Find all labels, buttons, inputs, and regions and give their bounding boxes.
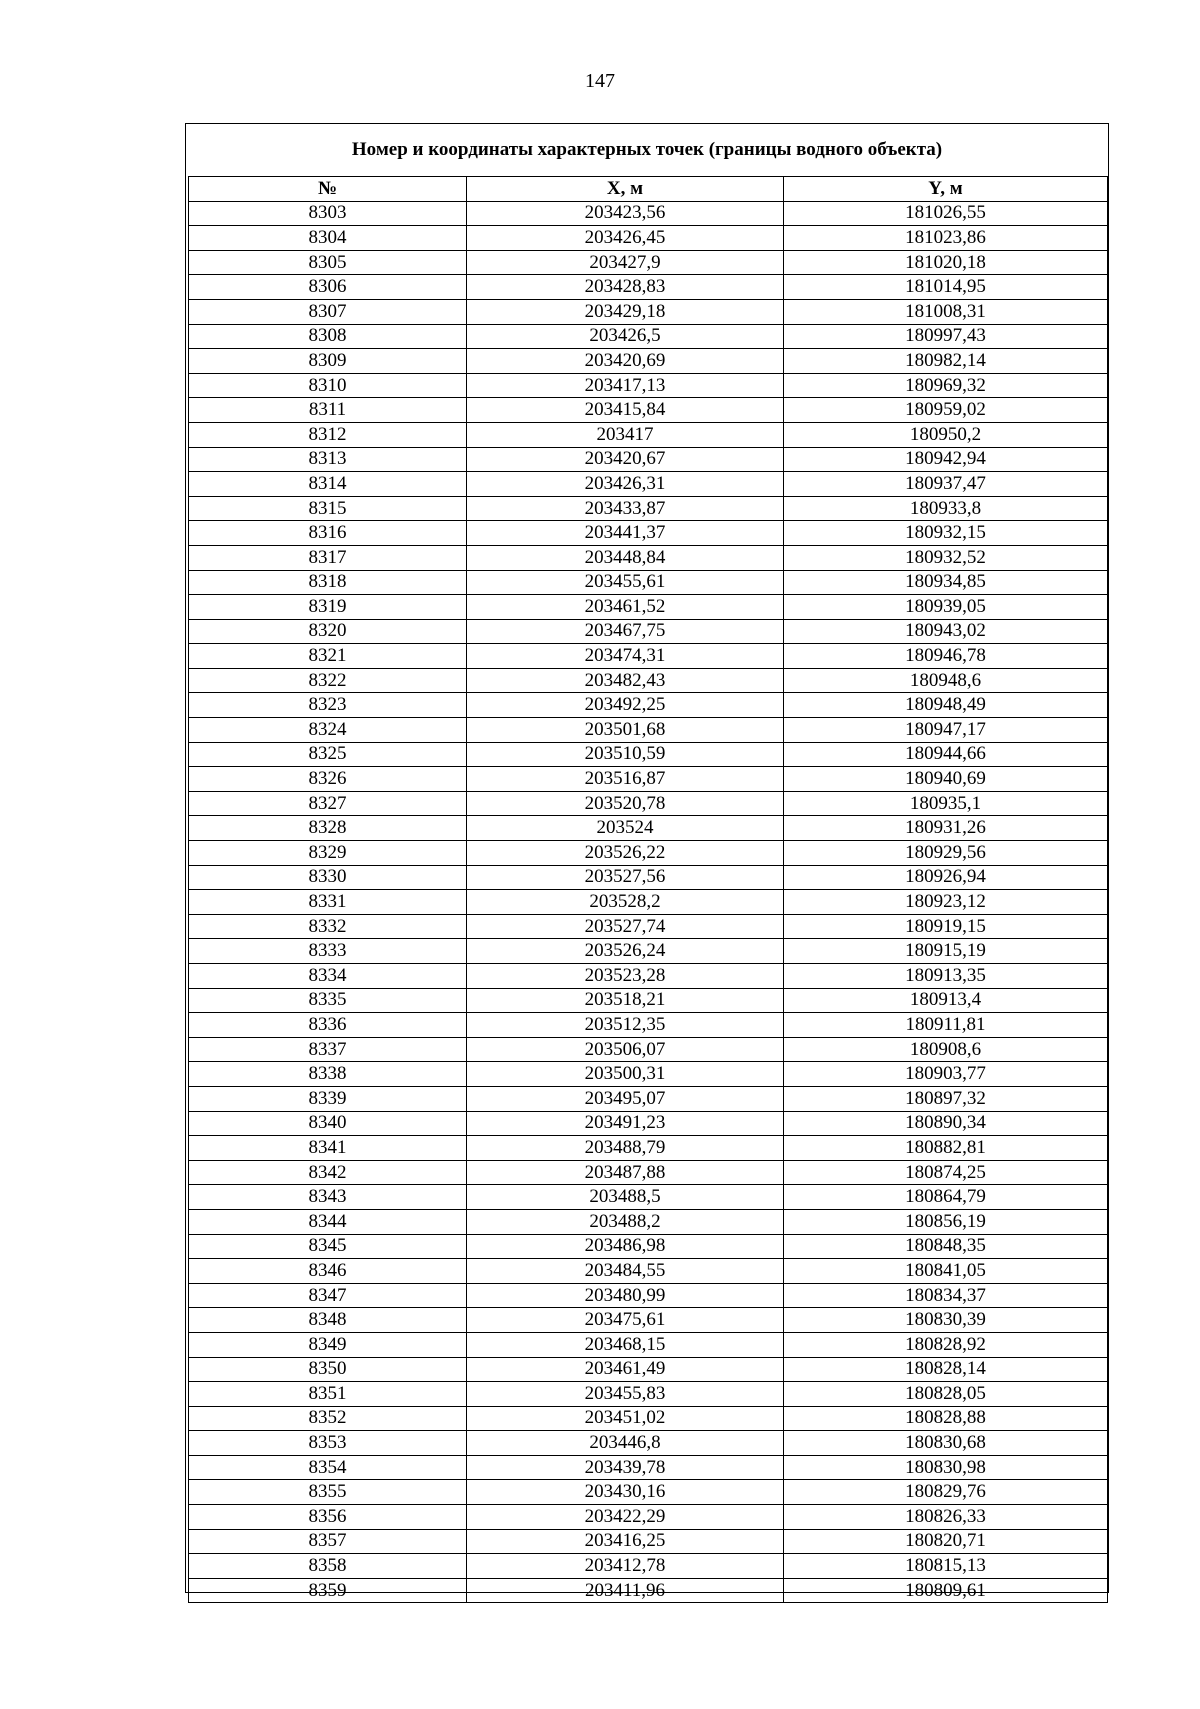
table-row bbox=[189, 1382, 1108, 1407]
cell-y: 180946,78 bbox=[784, 644, 1108, 669]
cell-y: 180923,12 bbox=[784, 890, 1108, 915]
cell-x: 203446,8 bbox=[467, 1431, 784, 1456]
cell-x: 203427,9 bbox=[467, 250, 784, 275]
cell-number: 8343 bbox=[189, 1185, 467, 1210]
cell-number: 8339 bbox=[189, 1086, 467, 1111]
table-row bbox=[189, 1406, 1108, 1431]
cell-x: 203523,28 bbox=[467, 964, 784, 989]
cell-number: 8351 bbox=[189, 1382, 467, 1407]
cell-y: 181014,95 bbox=[784, 275, 1108, 300]
cell-number: 8354 bbox=[189, 1455, 467, 1480]
cell-number: 8322 bbox=[189, 668, 467, 693]
table-row bbox=[189, 226, 1108, 251]
cell-x: 203426,45 bbox=[467, 226, 784, 251]
cell-y: 180939,05 bbox=[784, 595, 1108, 620]
cell-number: 8338 bbox=[189, 1062, 467, 1087]
cell-number: 8350 bbox=[189, 1357, 467, 1382]
cell-y: 180890,34 bbox=[784, 1111, 1108, 1136]
table-row bbox=[189, 742, 1108, 767]
cell-number: 8308 bbox=[189, 324, 467, 349]
cell-x: 203439,78 bbox=[467, 1455, 784, 1480]
cell-y: 180915,19 bbox=[784, 939, 1108, 964]
cell-y: 180820,71 bbox=[784, 1529, 1108, 1554]
table-row bbox=[189, 250, 1108, 275]
table-row bbox=[189, 1234, 1108, 1259]
table-row bbox=[189, 865, 1108, 890]
table-row bbox=[189, 1554, 1108, 1579]
page-number: 147 bbox=[585, 70, 615, 92]
cell-x: 203518,21 bbox=[467, 988, 784, 1013]
table-row bbox=[189, 1062, 1108, 1087]
cell-number: 8312 bbox=[189, 422, 467, 447]
table-row bbox=[189, 619, 1108, 644]
cell-number: 8330 bbox=[189, 865, 467, 890]
cell-y: 180940,69 bbox=[784, 767, 1108, 792]
table-row bbox=[189, 890, 1108, 915]
cell-y: 180982,14 bbox=[784, 349, 1108, 374]
cell-y: 180997,43 bbox=[784, 324, 1108, 349]
cell-x: 203520,78 bbox=[467, 791, 784, 816]
cell-x: 203506,07 bbox=[467, 1037, 784, 1062]
cell-number: 8355 bbox=[189, 1480, 467, 1505]
table-row bbox=[189, 472, 1108, 497]
cell-y: 180947,17 bbox=[784, 718, 1108, 743]
cell-x: 203492,25 bbox=[467, 693, 784, 718]
cell-x: 203487,88 bbox=[467, 1160, 784, 1185]
table-row bbox=[189, 1013, 1108, 1038]
cell-number: 8327 bbox=[189, 791, 467, 816]
cell-x: 203426,31 bbox=[467, 472, 784, 497]
cell-number: 8326 bbox=[189, 767, 467, 792]
cell-number: 8337 bbox=[189, 1037, 467, 1062]
cell-x: 203412,78 bbox=[467, 1554, 784, 1579]
cell-x: 203461,52 bbox=[467, 595, 784, 620]
table-row bbox=[189, 349, 1108, 374]
cell-y: 180932,15 bbox=[784, 521, 1108, 546]
table-row bbox=[189, 1111, 1108, 1136]
table-row bbox=[189, 644, 1108, 669]
cell-y: 180913,4 bbox=[784, 988, 1108, 1013]
cell-x: 203426,5 bbox=[467, 324, 784, 349]
cell-x: 203480,99 bbox=[467, 1283, 784, 1308]
cell-y: 180848,35 bbox=[784, 1234, 1108, 1259]
table-row bbox=[189, 324, 1108, 349]
cell-number: 8352 bbox=[189, 1406, 467, 1431]
table-row bbox=[189, 1505, 1108, 1530]
cell-y: 180828,05 bbox=[784, 1382, 1108, 1407]
cell-x: 203461,49 bbox=[467, 1357, 784, 1382]
cell-y: 180937,47 bbox=[784, 472, 1108, 497]
cell-y: 180809,61 bbox=[784, 1578, 1108, 1603]
cell-number: 8359 bbox=[189, 1578, 467, 1603]
table-row bbox=[189, 841, 1108, 866]
cell-number: 8311 bbox=[189, 398, 467, 423]
cell-number: 8335 bbox=[189, 988, 467, 1013]
cell-y: 180911,81 bbox=[784, 1013, 1108, 1038]
cell-x: 203430,16 bbox=[467, 1480, 784, 1505]
cell-number: 8319 bbox=[189, 595, 467, 620]
cell-y: 180903,77 bbox=[784, 1062, 1108, 1087]
cell-x: 203455,83 bbox=[467, 1382, 784, 1407]
cell-number: 8324 bbox=[189, 718, 467, 743]
table-row bbox=[189, 275, 1108, 300]
cell-y: 180882,81 bbox=[784, 1136, 1108, 1161]
cell-y: 181020,18 bbox=[784, 250, 1108, 275]
cell-y: 180932,52 bbox=[784, 545, 1108, 570]
cell-y: 180959,02 bbox=[784, 398, 1108, 423]
table-header-row bbox=[189, 177, 1108, 202]
cell-y: 180933,8 bbox=[784, 496, 1108, 521]
cell-number: 8306 bbox=[189, 275, 467, 300]
cell-number: 8353 bbox=[189, 1431, 467, 1456]
cell-x: 203417 bbox=[467, 422, 784, 447]
table-row bbox=[189, 1529, 1108, 1554]
cell-y: 180926,94 bbox=[784, 865, 1108, 890]
table-row bbox=[189, 1259, 1108, 1284]
cell-number: 8307 bbox=[189, 299, 467, 324]
table-row bbox=[189, 1086, 1108, 1111]
cell-number: 8321 bbox=[189, 644, 467, 669]
cell-y: 180913,35 bbox=[784, 964, 1108, 989]
cell-number: 8317 bbox=[189, 545, 467, 570]
cell-number: 8332 bbox=[189, 914, 467, 939]
cell-x: 203527,56 bbox=[467, 865, 784, 890]
table-row bbox=[189, 1480, 1108, 1505]
cell-x: 203451,02 bbox=[467, 1406, 784, 1431]
table-row bbox=[189, 1209, 1108, 1234]
cell-x: 203448,84 bbox=[467, 545, 784, 570]
cell-x: 203433,87 bbox=[467, 496, 784, 521]
cell-number: 8318 bbox=[189, 570, 467, 595]
cell-number: 8304 bbox=[189, 226, 467, 251]
table-row bbox=[189, 496, 1108, 521]
cell-x: 203455,61 bbox=[467, 570, 784, 595]
table-row bbox=[189, 791, 1108, 816]
cell-x: 203482,43 bbox=[467, 668, 784, 693]
cell-x: 203416,25 bbox=[467, 1529, 784, 1554]
header-y: Y, м bbox=[784, 177, 1108, 202]
cell-x: 203486,98 bbox=[467, 1234, 784, 1259]
table-body bbox=[189, 201, 1108, 1603]
table-row bbox=[189, 1455, 1108, 1480]
cell-y: 180830,39 bbox=[784, 1308, 1108, 1333]
table-row bbox=[189, 521, 1108, 546]
cell-y: 180942,94 bbox=[784, 447, 1108, 472]
cell-number: 8325 bbox=[189, 742, 467, 767]
cell-y: 180948,49 bbox=[784, 693, 1108, 718]
cell-x: 203422,29 bbox=[467, 1505, 784, 1530]
cell-x: 203512,35 bbox=[467, 1013, 784, 1038]
cell-x: 203428,83 bbox=[467, 275, 784, 300]
table-row bbox=[189, 914, 1108, 939]
table-row bbox=[189, 964, 1108, 989]
cell-y: 180950,2 bbox=[784, 422, 1108, 447]
table-row bbox=[189, 1185, 1108, 1210]
table-row bbox=[189, 1136, 1108, 1161]
cell-y: 180929,56 bbox=[784, 841, 1108, 866]
table-row bbox=[189, 767, 1108, 792]
table-caption: Номер и координаты характерных точек (границы водного объекта) bbox=[351, 139, 943, 160]
cell-y: 181023,86 bbox=[784, 226, 1108, 251]
coordinates-table-frame bbox=[185, 123, 1109, 1601]
cell-number: 8305 bbox=[189, 250, 467, 275]
table-row bbox=[189, 988, 1108, 1013]
cell-y: 180919,15 bbox=[784, 914, 1108, 939]
cell-x: 203500,31 bbox=[467, 1062, 784, 1087]
table-row bbox=[189, 545, 1108, 570]
table-row bbox=[189, 1332, 1108, 1357]
cell-y: 180944,66 bbox=[784, 742, 1108, 767]
table-row bbox=[189, 1357, 1108, 1382]
table-row bbox=[189, 816, 1108, 841]
table-row bbox=[189, 1283, 1108, 1308]
table-row bbox=[189, 668, 1108, 693]
cell-y: 180931,26 bbox=[784, 816, 1108, 841]
cell-y: 180934,85 bbox=[784, 570, 1108, 595]
cell-y: 180830,98 bbox=[784, 1455, 1108, 1480]
cell-y: 180948,6 bbox=[784, 668, 1108, 693]
cell-y: 180908,6 bbox=[784, 1037, 1108, 1062]
table-row bbox=[189, 373, 1108, 398]
table-row bbox=[189, 1037, 1108, 1062]
table-row bbox=[189, 939, 1108, 964]
table-row bbox=[189, 595, 1108, 620]
cell-x: 203495,07 bbox=[467, 1086, 784, 1111]
cell-number: 8333 bbox=[189, 939, 467, 964]
cell-x: 203510,59 bbox=[467, 742, 784, 767]
cell-x: 203420,67 bbox=[467, 447, 784, 472]
cell-y: 180815,13 bbox=[784, 1554, 1108, 1579]
cell-number: 8358 bbox=[189, 1554, 467, 1579]
cell-x: 203491,23 bbox=[467, 1111, 784, 1136]
cell-x: 203474,31 bbox=[467, 644, 784, 669]
cell-number: 8356 bbox=[189, 1505, 467, 1530]
cell-number: 8357 bbox=[189, 1529, 467, 1554]
cell-y: 181026,55 bbox=[784, 201, 1108, 226]
cell-x: 203488,5 bbox=[467, 1185, 784, 1210]
cell-y: 180829,76 bbox=[784, 1480, 1108, 1505]
table-row bbox=[189, 201, 1108, 226]
cell-number: 8310 bbox=[189, 373, 467, 398]
table-row bbox=[189, 1431, 1108, 1456]
table-row bbox=[189, 422, 1108, 447]
cell-x: 203475,61 bbox=[467, 1308, 784, 1333]
cell-x: 203415,84 bbox=[467, 398, 784, 423]
cell-y: 180834,37 bbox=[784, 1283, 1108, 1308]
cell-number: 8347 bbox=[189, 1283, 467, 1308]
cell-x: 203484,55 bbox=[467, 1259, 784, 1284]
cell-number: 8345 bbox=[189, 1234, 467, 1259]
cell-x: 203488,79 bbox=[467, 1136, 784, 1161]
cell-x: 203417,13 bbox=[467, 373, 784, 398]
cell-x: 203516,87 bbox=[467, 767, 784, 792]
cell-number: 8329 bbox=[189, 841, 467, 866]
cell-number: 8340 bbox=[189, 1111, 467, 1136]
table-row bbox=[189, 693, 1108, 718]
cell-x: 203528,2 bbox=[467, 890, 784, 915]
cell-number: 8313 bbox=[189, 447, 467, 472]
cell-x: 203441,37 bbox=[467, 521, 784, 546]
table-row bbox=[189, 1578, 1108, 1603]
cell-y: 180969,32 bbox=[784, 373, 1108, 398]
table-row bbox=[189, 718, 1108, 743]
table-row bbox=[189, 398, 1108, 423]
coordinates-table bbox=[188, 176, 1108, 1603]
cell-number: 8336 bbox=[189, 1013, 467, 1038]
cell-number: 8344 bbox=[189, 1209, 467, 1234]
cell-number: 8342 bbox=[189, 1160, 467, 1185]
cell-y: 180897,32 bbox=[784, 1086, 1108, 1111]
cell-y: 180874,25 bbox=[784, 1160, 1108, 1185]
cell-y: 180935,1 bbox=[784, 791, 1108, 816]
cell-number: 8303 bbox=[189, 201, 467, 226]
cell-y: 180841,05 bbox=[784, 1259, 1108, 1284]
cell-x: 203524 bbox=[467, 816, 784, 841]
cell-number: 8316 bbox=[189, 521, 467, 546]
cell-x: 203423,56 bbox=[467, 201, 784, 226]
cell-x: 203527,74 bbox=[467, 914, 784, 939]
cell-number: 8348 bbox=[189, 1308, 467, 1333]
cell-number: 8314 bbox=[189, 472, 467, 497]
cell-x: 203420,69 bbox=[467, 349, 784, 374]
cell-number: 8346 bbox=[189, 1259, 467, 1284]
table-row bbox=[189, 1160, 1108, 1185]
cell-y: 180828,92 bbox=[784, 1332, 1108, 1357]
cell-y: 180830,68 bbox=[784, 1431, 1108, 1456]
cell-y: 180864,79 bbox=[784, 1185, 1108, 1210]
cell-number: 8331 bbox=[189, 890, 467, 915]
cell-y: 180943,02 bbox=[784, 619, 1108, 644]
cell-number: 8341 bbox=[189, 1136, 467, 1161]
cell-number: 8320 bbox=[189, 619, 467, 644]
cell-x: 203526,22 bbox=[467, 841, 784, 866]
table-row bbox=[189, 1308, 1108, 1333]
table-row bbox=[189, 299, 1108, 324]
cell-number: 8309 bbox=[189, 349, 467, 374]
cell-x: 203526,24 bbox=[467, 939, 784, 964]
header-x: X, м bbox=[467, 177, 784, 202]
header-number: № bbox=[189, 177, 467, 202]
cell-y: 181008,31 bbox=[784, 299, 1108, 324]
cell-x: 203468,15 bbox=[467, 1332, 784, 1357]
cell-number: 8328 bbox=[189, 816, 467, 841]
cell-x: 203501,68 bbox=[467, 718, 784, 743]
table-row bbox=[189, 570, 1108, 595]
cell-y: 180856,19 bbox=[784, 1209, 1108, 1234]
cell-x: 203411,96 bbox=[467, 1578, 784, 1603]
cell-y: 180826,33 bbox=[784, 1505, 1108, 1530]
cell-x: 203467,75 bbox=[467, 619, 784, 644]
cell-y: 180828,88 bbox=[784, 1406, 1108, 1431]
cell-number: 8334 bbox=[189, 964, 467, 989]
cell-x: 203429,18 bbox=[467, 299, 784, 324]
table-row bbox=[189, 447, 1108, 472]
cell-number: 8323 bbox=[189, 693, 467, 718]
cell-y: 180828,14 bbox=[784, 1357, 1108, 1382]
cell-x: 203488,2 bbox=[467, 1209, 784, 1234]
cell-number: 8315 bbox=[189, 496, 467, 521]
cell-number: 8349 bbox=[189, 1332, 467, 1357]
